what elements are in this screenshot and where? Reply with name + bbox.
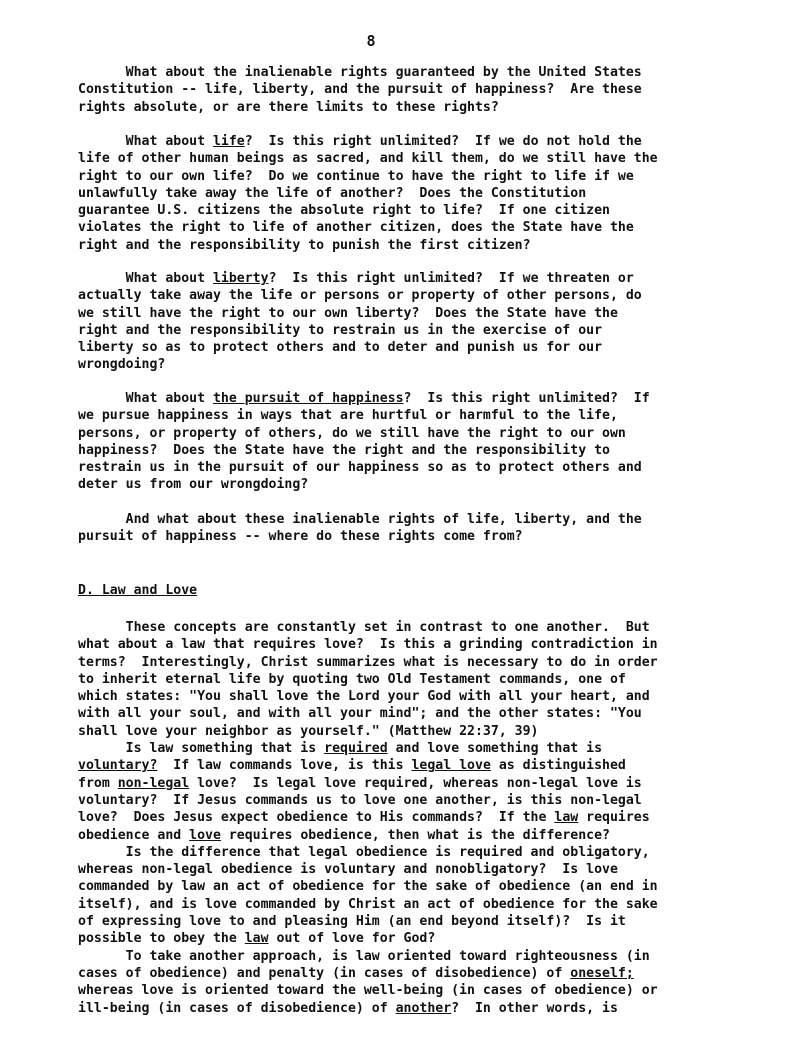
underlined-text: love xyxy=(189,827,221,843)
text-segment: shall love your neighbor as yourself." (Matthew 22:37, 39) xyxy=(78,723,539,739)
text-line xyxy=(78,459,650,476)
text-line xyxy=(78,809,658,826)
text-line xyxy=(78,442,650,459)
text-line xyxy=(78,654,658,671)
text-line xyxy=(78,792,658,809)
text-line xyxy=(78,322,642,339)
text-segment: persons, or property of others, do we still have the right to our own xyxy=(78,425,626,441)
page-number: 8 xyxy=(366,32,376,50)
text-line xyxy=(78,671,658,688)
text-line xyxy=(78,740,658,757)
text-line xyxy=(78,185,658,202)
text-line xyxy=(78,688,658,705)
text-segment: life of other human beings as sacred, and kill them, do we still have the xyxy=(78,151,658,167)
text-line xyxy=(78,896,658,913)
text-segment: with all your soul, and with all your mind"; and the other states: "You xyxy=(78,706,642,722)
text-segment: Constitution -- life, liberty, and the pursuit of happiness? Are these xyxy=(78,82,642,98)
text-segment: violates the right to life of another citizen, does the State have the xyxy=(78,220,634,236)
section-heading: D. Law and Love xyxy=(78,583,198,598)
text-segment: out of love for God? xyxy=(268,931,436,947)
text-line xyxy=(78,528,642,545)
text-line xyxy=(78,619,658,636)
text-segment: deter us from our wrongdoing? xyxy=(78,477,309,493)
text-segment: Is the difference that legal obedience is required and obligatory, xyxy=(78,844,650,860)
text-segment: cases of obedience) and penalty (in cases of disobedience) of xyxy=(78,965,571,981)
text-segment: actually take away the life or persons or property of other persons, do xyxy=(78,288,642,304)
text-segment: liberty so as to protect others and to deter and punish us for our xyxy=(78,340,603,356)
text-line xyxy=(78,878,658,895)
text-line xyxy=(78,305,642,322)
text-segment: love? Does Jesus expect obedience to His commands? If the xyxy=(78,810,555,826)
text-line xyxy=(78,150,658,167)
paragraph xyxy=(78,390,650,494)
text-segment: If law commands love, is this xyxy=(157,758,412,774)
text-segment: whereas love is oriented toward the well-being (in cases of obedience) or xyxy=(78,983,658,999)
text-line xyxy=(78,930,658,947)
text-segment: unlawfully take away the life of another? Does the Constitution xyxy=(78,185,587,201)
text-segment: of expressing love to and pleasing Him (an end beyond itself)? Is it xyxy=(78,914,626,930)
text-segment: as distinguished xyxy=(490,758,626,774)
text-segment: to inherit eternal life by quoting two Old Testament commands, one of xyxy=(78,671,626,687)
underlined-text: non-legal xyxy=(117,775,190,791)
text-segment: pursuit of happiness -- where do these rights come from? xyxy=(78,529,523,545)
text-segment: ? Is this right unlimited? If we do not hold the xyxy=(244,134,642,149)
text-segment: ? Is this right unlimited? If xyxy=(403,391,650,406)
text-line xyxy=(78,287,642,304)
text-line xyxy=(78,133,658,150)
text-segment: requires obedience, then what is the difference? xyxy=(220,827,610,843)
underlined-text: life xyxy=(212,134,245,149)
text-segment: What about xyxy=(78,271,213,286)
paragraph xyxy=(78,619,658,1017)
text-segment: itself), and is love commanded by Christ an act of obedience for the sake xyxy=(78,896,658,912)
underlined-text: voluntary? xyxy=(78,758,158,774)
text-segment: ? In other words, is xyxy=(451,1000,618,1016)
text-line xyxy=(78,948,658,965)
text-line xyxy=(78,965,658,982)
text-line xyxy=(78,390,650,407)
text-segment: wrongdoing? xyxy=(78,357,166,373)
text-line xyxy=(78,356,642,373)
underlined-text: law xyxy=(244,931,269,947)
text-line xyxy=(78,202,658,219)
text-line xyxy=(78,827,658,844)
text-segment: What about xyxy=(78,134,213,149)
text-line xyxy=(78,339,642,356)
text-line xyxy=(78,861,658,878)
text-line xyxy=(78,757,658,774)
text-segment: requires xyxy=(578,810,650,826)
text-line xyxy=(78,511,642,528)
underlined-text: law xyxy=(554,810,579,826)
text-segment: right and the responsibility to restrain us in the exercise of our xyxy=(78,322,603,338)
text-segment: possible to obey the xyxy=(78,931,245,947)
text-segment: What about xyxy=(78,391,213,406)
text-segment: from xyxy=(78,775,118,791)
text-segment: To take another approach, is law oriented toward righteousness (in xyxy=(78,948,650,964)
text-segment: ill-being (in cases of disobedience) of xyxy=(78,1000,396,1016)
text-line xyxy=(78,64,642,81)
underlined-text: legal love xyxy=(411,758,491,774)
text-segment: Is law something that is xyxy=(78,741,325,757)
text-line xyxy=(78,407,650,424)
text-line xyxy=(78,219,658,236)
underlined-text: the pursuit of happiness xyxy=(212,391,404,406)
paragraph xyxy=(78,133,658,254)
text-segment: What about the inalienable rights guaranteed by the United States xyxy=(78,65,642,80)
text-line xyxy=(78,636,658,653)
paragraph xyxy=(78,270,642,374)
text-segment: we still have the right to our own liberty? Does the State have the xyxy=(78,305,618,321)
text-line xyxy=(78,425,650,442)
text-line xyxy=(78,270,642,287)
text-segment: terms? Interestingly, Christ summarizes what is necessary to do in order xyxy=(78,654,658,670)
paragraph xyxy=(78,511,642,546)
text-line xyxy=(78,982,658,999)
text-segment: right and the responsibility to punish the first citizen? xyxy=(78,237,531,253)
text-segment: happiness? Does the State have the right and the responsibility to xyxy=(78,442,610,458)
text-segment: voluntary? If Jesus commands us to love one another, is this non-legal xyxy=(78,792,642,808)
text-segment: guarantee U.S. citizens the absolute right to life? If one citizen xyxy=(78,203,610,219)
text-line xyxy=(78,81,642,98)
text-segment: obedience and xyxy=(78,827,190,843)
text-segment: love? Is legal love required, whereas non-legal love is xyxy=(189,775,642,791)
text-segment: These concepts are constantly set in contrast to one another. But xyxy=(78,620,650,635)
text-segment: right to our own life? Do we continue to have the right to life if we xyxy=(78,168,634,184)
text-segment: rights absolute, or are there limits to these rights? xyxy=(78,99,499,115)
underlined-text: required xyxy=(324,741,388,757)
text-line xyxy=(78,237,658,254)
underlined-text: liberty xyxy=(212,271,269,286)
text-line xyxy=(78,476,650,493)
paragraph xyxy=(78,64,642,116)
text-line xyxy=(78,913,658,930)
text-line xyxy=(78,775,658,792)
underlined-text: another xyxy=(395,1000,452,1016)
text-line xyxy=(78,168,658,185)
text-line xyxy=(78,844,658,861)
text-line xyxy=(78,705,658,722)
text-segment: commanded by law an act of obedience for the sake of obedience (an end in xyxy=(78,879,658,895)
text-segment: what about a law that requires love? Is this a grinding contradiction in xyxy=(78,637,658,653)
underlined-text: oneself; xyxy=(570,965,634,981)
text-segment: whereas non-legal obedience is voluntary and nonobligatory? Is love xyxy=(78,862,618,878)
text-segment: And what about these inalienable rights of life, liberty, and the xyxy=(78,512,642,527)
text-segment: ? Is this right unlimited? If we threaten or xyxy=(268,271,634,286)
text-segment: restrain us in the pursuit of our happiness so as to protect others and xyxy=(78,460,642,476)
text-line xyxy=(78,99,642,116)
text-line xyxy=(78,723,658,740)
text-segment: we pursue happiness in ways that are hurtful or harmful to the life, xyxy=(78,408,618,424)
text-segment: which states: "You shall love the Lord your God with all your heart, and xyxy=(78,689,650,705)
text-segment: and love something that is xyxy=(387,741,603,757)
text-line xyxy=(78,1000,658,1017)
